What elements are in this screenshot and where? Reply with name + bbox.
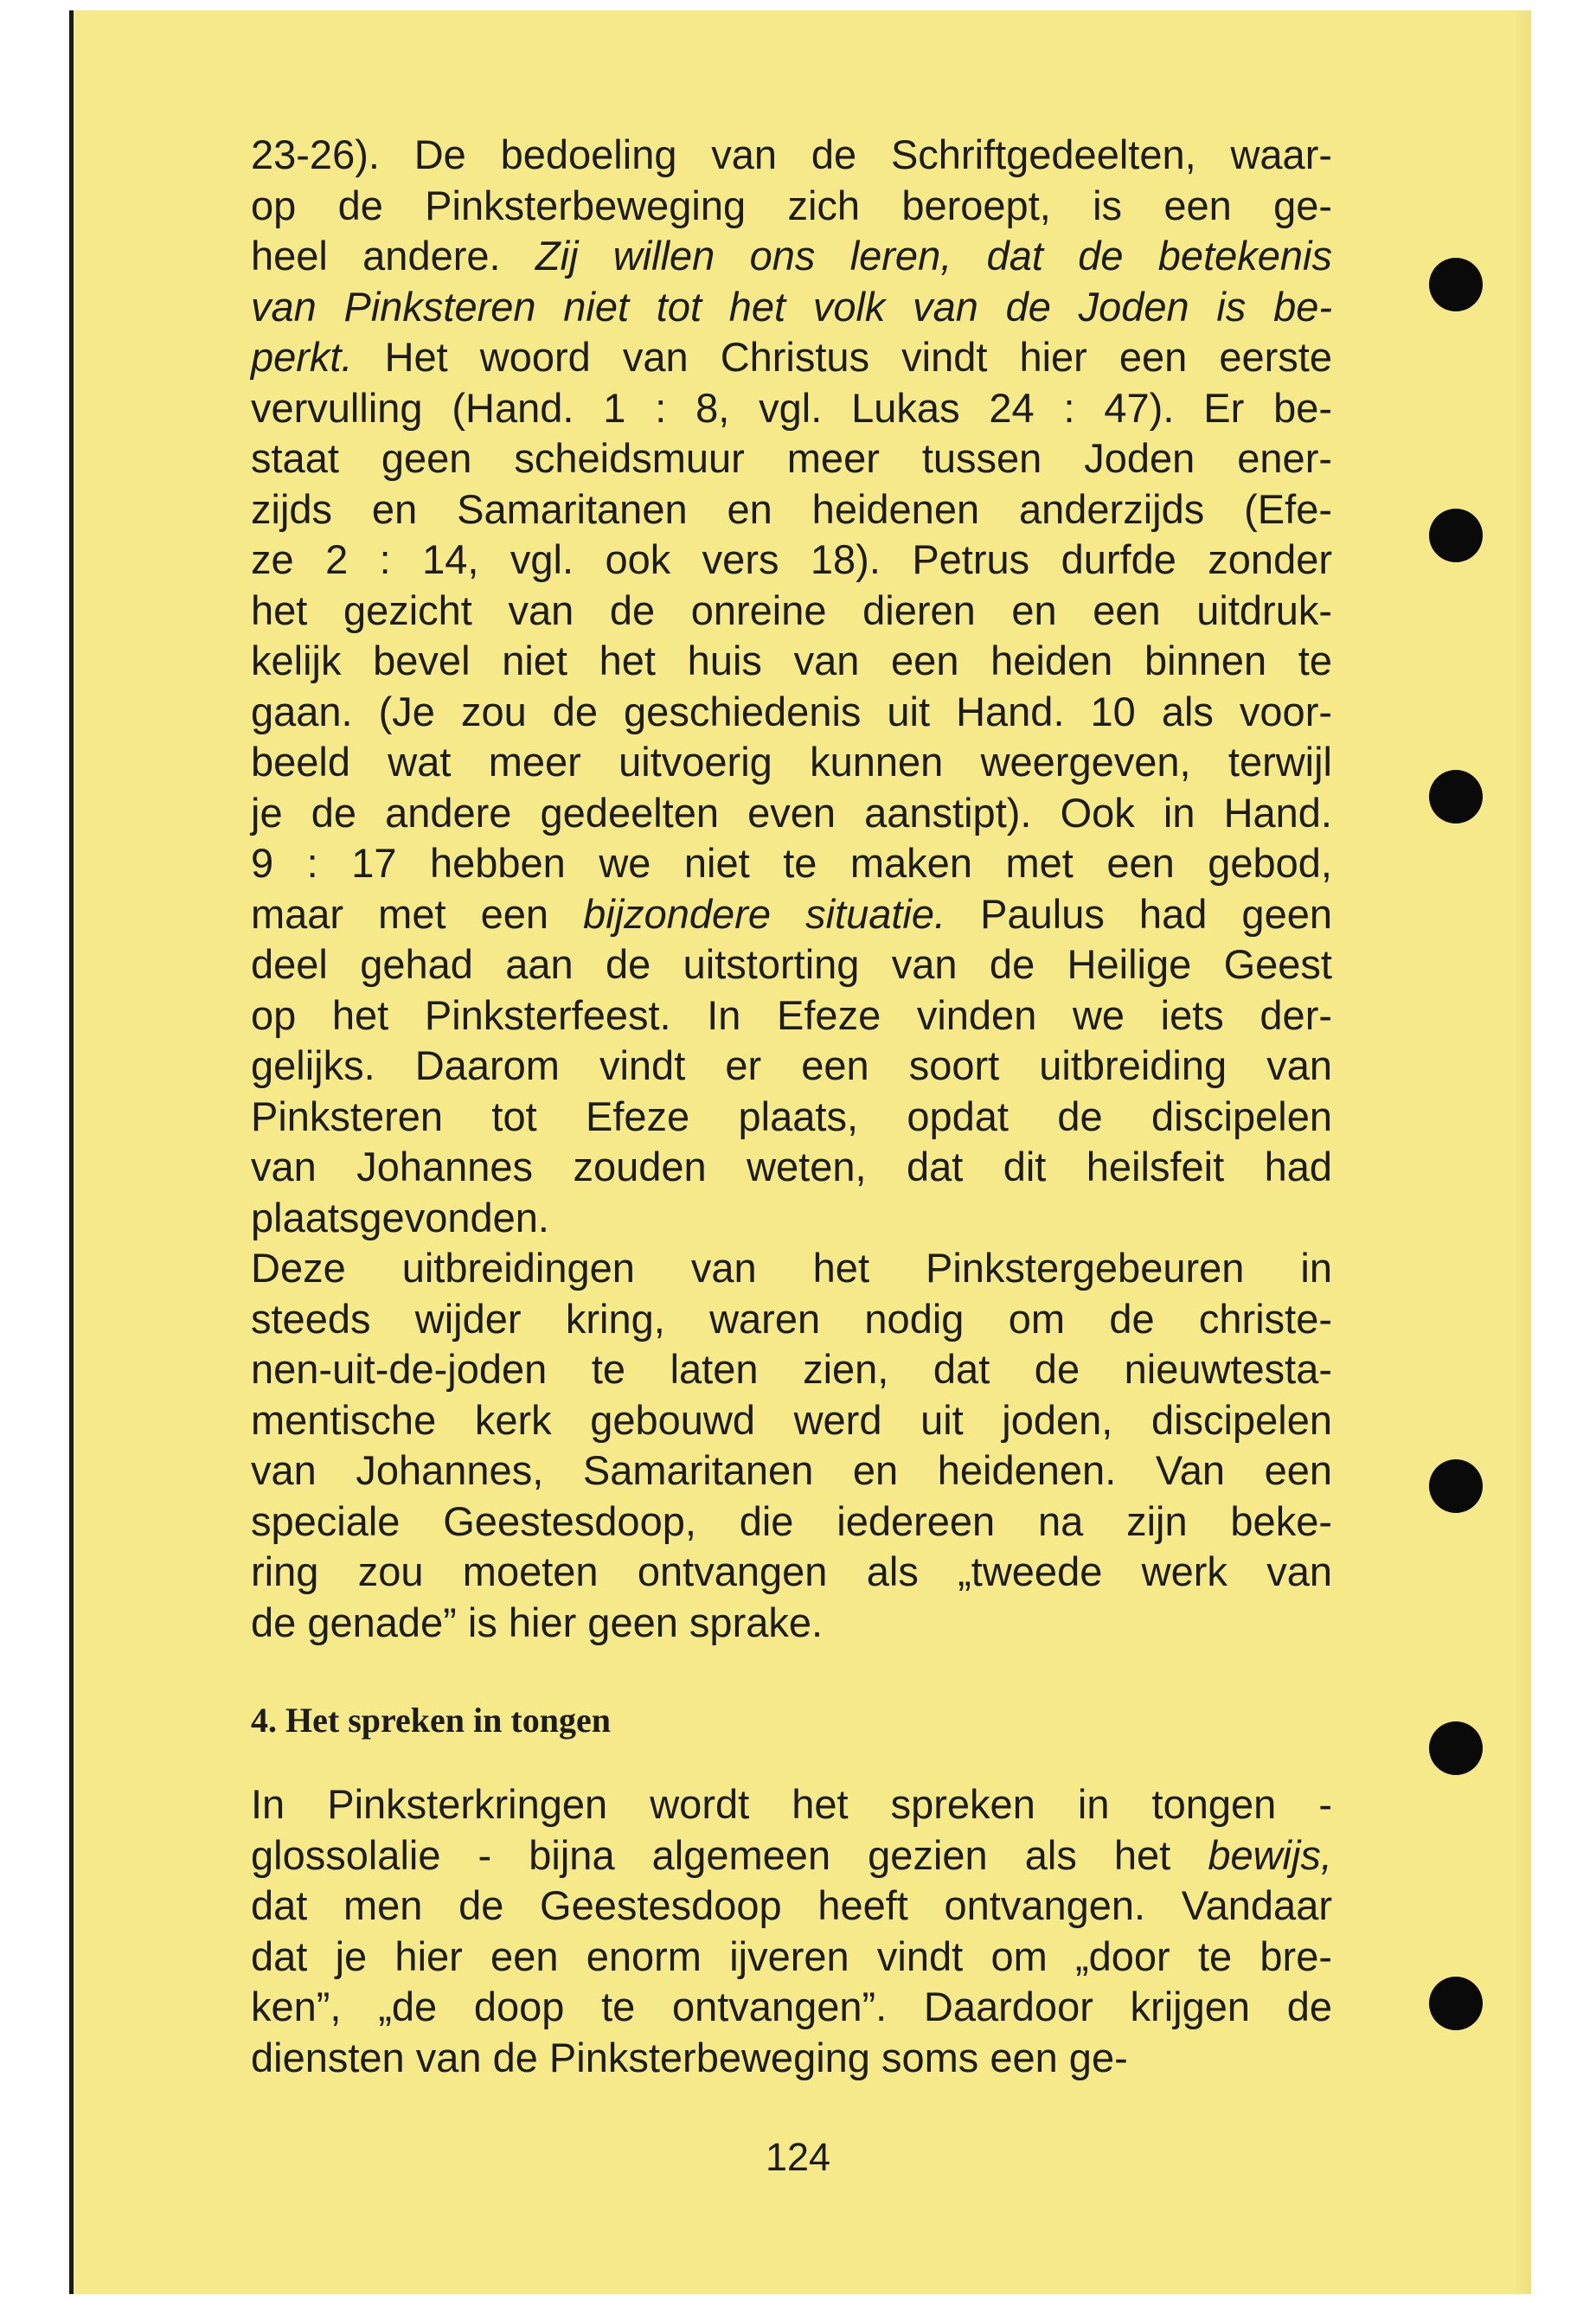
italic-text: Zij willen ons leren, dat de betekenis <box>535 233 1332 279</box>
text-line <box>251 1982 1332 2033</box>
text-line <box>251 1598 1332 1649</box>
text-span: ze 2 : 14, vgl. ook vers 18). Petrus durfde zonder <box>251 536 1332 582</box>
body-text-1 <box>251 130 1332 1648</box>
text-line <box>251 1547 1332 1598</box>
page-number: 124 <box>765 2135 831 2179</box>
text-line <box>251 383 1332 434</box>
text-span: maar met een <box>251 890 584 937</box>
text-line <box>251 231 1332 282</box>
binder-hole <box>1429 509 1483 562</box>
text-line <box>251 788 1332 839</box>
text-line <box>251 939 1332 990</box>
section-heading: 4. Het spreken in tongen <box>251 1701 611 1740</box>
text-line <box>251 1497 1332 1548</box>
text-span: diensten van de Pinksterbeweging soms een ge- <box>251 2034 1128 2080</box>
text-span: het gezicht van de onreine dieren en een uitdruk- <box>251 586 1332 633</box>
binder-hole <box>1429 1459 1483 1513</box>
text-line <box>251 990 1332 1042</box>
text-span: In Pinksterkringen wordt het spreken in tongen - <box>251 1781 1332 1827</box>
text-line <box>251 1193 1332 1244</box>
text-line <box>251 687 1332 738</box>
text-line <box>251 1294 1332 1345</box>
text-span: zijds en Samaritanen en heidenen anderzijds (Efe- <box>251 485 1332 532</box>
text-span: 9 : 17 hebben we niet te maken met een gebod, <box>251 840 1332 886</box>
text-line <box>251 1445 1332 1497</box>
text-line <box>251 535 1332 586</box>
text-span: ken”, „de doop te ontvangen”. Daardoor krijgen de <box>251 1984 1332 2029</box>
text-line <box>251 1092 1332 1143</box>
binder-hole <box>1429 1977 1483 2030</box>
binder-hole <box>1429 258 1483 311</box>
text-span: dat je hier een enorm ijveren vindt om „door te bre- <box>251 1932 1332 1979</box>
text-line <box>251 838 1332 889</box>
text-span: speciale Geestesdoop, die iedereen na zijn beke- <box>251 1497 1332 1544</box>
text-span: beeld wat meer uitvoerig kunnen weergeven, terwijl <box>251 739 1332 785</box>
text-line <box>251 1344 1332 1395</box>
text-span: staat geen scheidsmuur meer tussen Joden ener- <box>251 435 1332 481</box>
text-line <box>251 1142 1332 1193</box>
text-span: gelijks. Daarom vindt er een soort uitbreiding van <box>251 1042 1332 1088</box>
text-span: Het woord van Christus vindt hier een eerste <box>352 334 1332 380</box>
text-line <box>251 484 1332 535</box>
text-line <box>251 433 1332 484</box>
text-span: op het Pinksterfeest. In Efeze vinden we iets der- <box>251 991 1332 1038</box>
text-line <box>251 1243 1332 1294</box>
text-span: Pinksteren tot Efeze plaats, opdat de discipelen <box>251 1093 1332 1139</box>
italic-text: bewijs, <box>1208 1831 1332 1878</box>
binder-hole <box>1429 1721 1483 1775</box>
text-line <box>251 586 1332 637</box>
text-line <box>251 636 1332 687</box>
page-edge <box>1514 10 1531 2294</box>
text-line <box>251 1041 1332 1092</box>
text-span: plaatsgevonden. <box>251 1194 549 1240</box>
body-text-2 <box>251 1779 1332 2083</box>
text-span: deel gehad aan de uitstorting van de Heilige Geest <box>251 941 1332 987</box>
text-line <box>251 1881 1332 1932</box>
text-span: Paulus had geen <box>945 890 1332 937</box>
text-span: Deze uitbreidingen van het Pinkstergebeuren in <box>251 1245 1332 1291</box>
text-span: steeds wijder kring, waren nodig om de christe- <box>251 1295 1332 1342</box>
text-line <box>251 2033 1332 2084</box>
text-span: 23-26). De bedoeling van de Schriftgedeelten, waar- <box>251 131 1332 177</box>
text-line <box>251 1932 1332 1983</box>
text-line <box>251 1830 1332 1881</box>
italic-text: perkt. <box>251 334 353 380</box>
binder-hole <box>1429 770 1483 824</box>
text-span: van Johannes, Samaritanen en heidenen. Van een <box>251 1447 1332 1493</box>
text-span: glossolalie - bijna algemeen gezien als het <box>251 1831 1208 1878</box>
text-line <box>251 282 1332 333</box>
text-line <box>251 1779 1332 1830</box>
text-span: je de andere gedeelten even aanstipt). Ook in Hand. <box>251 789 1332 836</box>
text-span: gaan. (Je zou de geschiedenis uit Hand. 10 als voor- <box>251 688 1332 734</box>
text-line <box>251 130 1332 181</box>
text-span: op de Pinksterbeweging zich beroept, is een ge- <box>251 182 1332 228</box>
text-line <box>251 1395 1332 1446</box>
text-line <box>251 737 1332 788</box>
text-line <box>251 181 1332 232</box>
text-span: mentische kerk gebouwd werd uit joden, discipelen <box>251 1396 1332 1443</box>
italic-text: bijzondere situatie. <box>583 890 946 937</box>
text-span: heel andere. <box>251 233 535 279</box>
text-span: kelijk bevel niet het huis van een heiden binnen te <box>251 638 1332 683</box>
text-span: vervulling (Hand. 1 : 8, vgl. Lukas 24 : 47). Er be- <box>251 384 1332 431</box>
text-span: ring zou moeten ontvangen als „tweede werk van <box>251 1548 1332 1594</box>
text-span: de genade” is hier geen sprake. <box>251 1599 824 1645</box>
text-line <box>251 889 1332 940</box>
text-span: dat men de Geestesdoop heeft ontvangen. Vandaar <box>251 1882 1332 1928</box>
text-line <box>251 332 1332 383</box>
text-span: van Johannes zouden weten, dat dit heilsfeit had <box>251 1144 1332 1189</box>
italic-text: van Pinksteren niet tot het volk van de Joden is be- <box>251 283 1332 330</box>
text-span: nen-uit-de-joden te laten zien, dat de nieuwtesta- <box>251 1346 1332 1392</box>
